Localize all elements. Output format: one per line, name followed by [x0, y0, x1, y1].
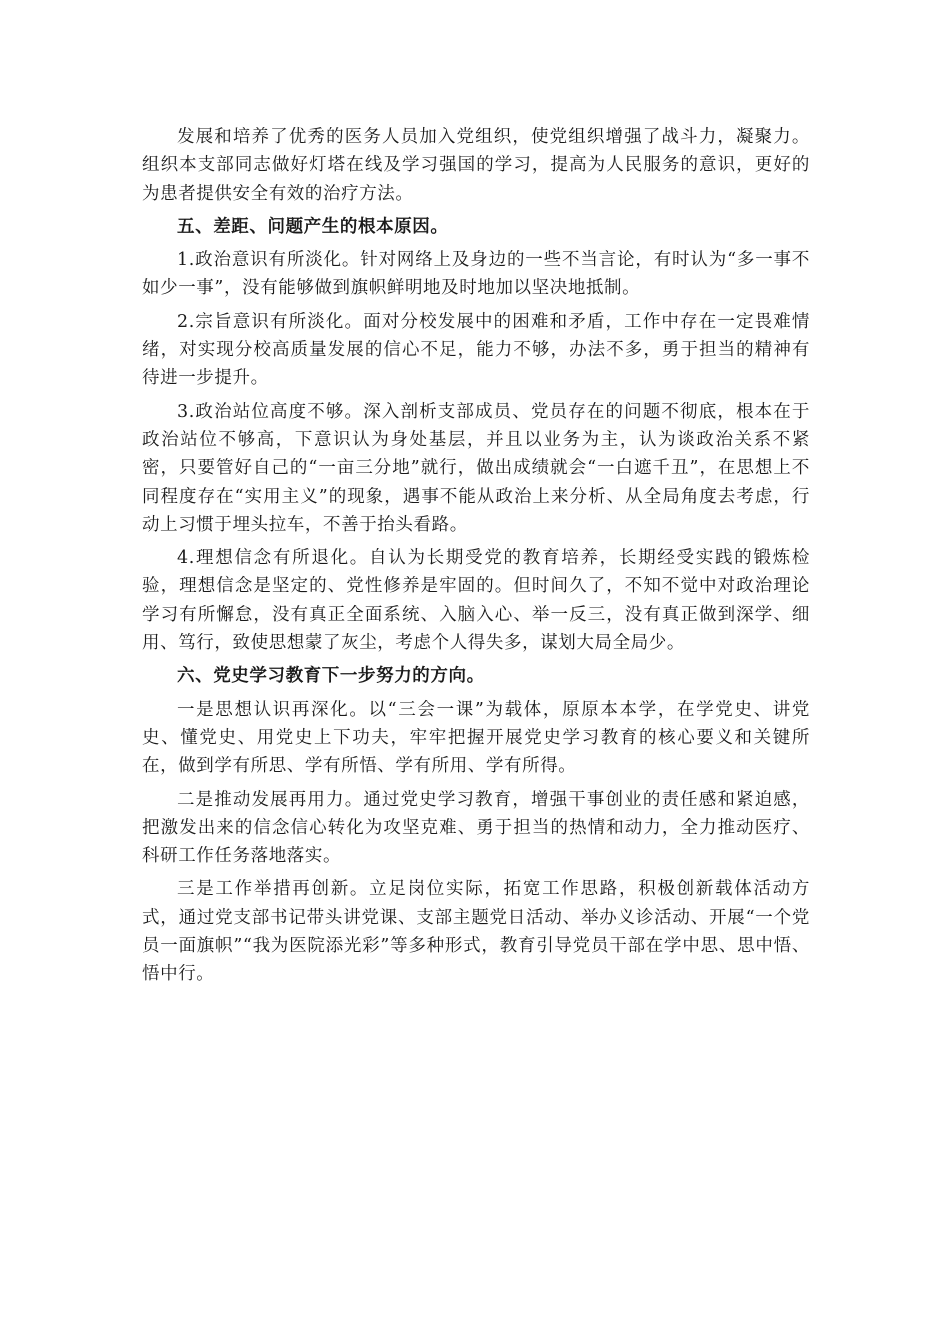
paragraph-political-standpoint: 3.政治站位高度不够。深入剖析支部成员、党员存在的问题不彻底，根本在于政治站位不够高，下意识认为身处基层，并且以业务为主，认为谈政治关系不紧密，只要管好自己的“一亩三分地”就行，做出成绩就会“一白遮千丑”，在思想上不同程度存在“实用主义”的现象，遇事不能从政治上来分析、从全局角度去考虑，行动上习惯于埋头拉车，不善于抬头看路。 — [142, 401, 810, 535]
paragraph-deepen-thinking: 一是思想认识再深化。以“三会一课”为载体，原原本本学，在学党史、讲党史、懂党史、用党史上下功夫，牢牢把握开展党史学习教育的核心要义和关键所在，做到学有所思、学有所悟、学有所用、学有所得。 — [142, 699, 810, 777]
paragraph-innovate-measures: 三是工作举措再创新。立足岗位实际，拓宽工作思路，积极创新载体活动方式，通过党支部书记带头讲党课、支部主题党日活动、举办义诊活动、开展“一个党员一面旗帜”“我为医院添光彩”等多种形式，教育引导党员干部在学中思、思中悟、悟中行。 — [142, 879, 810, 985]
paragraph-party-development: 发展和培养了优秀的医务人员加入党组织，使党组织增强了战斗力，凝聚力。组织本支部同志做好灯塔在线及学习强国的学习，提高为人民服务的意识，更好的为患者提供安全有效的治疗方法。 — [142, 127, 810, 204]
paragraph-ideals-beliefs: 4.理想信念有所退化。自认为长期受党的教育培养，长期经受实践的锻炼检验，理想信念是坚定的、党性修养是牢固的。但时间久了，不知不觉中对政治理论学习有所懈怠，没有真正全面系统、入脑入心、举一反三，没有真正做到深学、细用、笃行，致使思想蒙了灰尘，考虑个人得失多，谋划大局全局少。 — [142, 548, 810, 654]
section-heading-next-steps: 六、党史学习教育下一步努力的方向。 — [177, 666, 485, 687]
paragraph-promote-development: 二是推动发展再用力。通过党史学习教育，增强干事创业的责任感和紧迫感，把激发出来的信念信心转化为攻坚克难、勇于担当的热情和动力，全力推动医疗、科研工作任务落地落实。 — [142, 789, 810, 867]
section-heading-root-causes: 五、差距、问题产生的根本原因。 — [177, 216, 449, 237]
paragraph-purpose-awareness: 2.宗旨意识有所淡化。面对分校发展中的困难和矛盾，工作中存在一定畏难情绪，对实现分校高质量发展的信心不足，能力不够，办法不多，勇于担当的精神有待进一步提升。 — [142, 311, 810, 389]
paragraph-political-awareness: 1.政治意识有所淡化。针对网络上及身边的一些不当言论，有时认为“多一事不如少一事”，没有能够做到旗帜鲜明地及时地加以坚决地抵制。 — [142, 250, 810, 299]
document-body — [142, 123, 810, 994]
